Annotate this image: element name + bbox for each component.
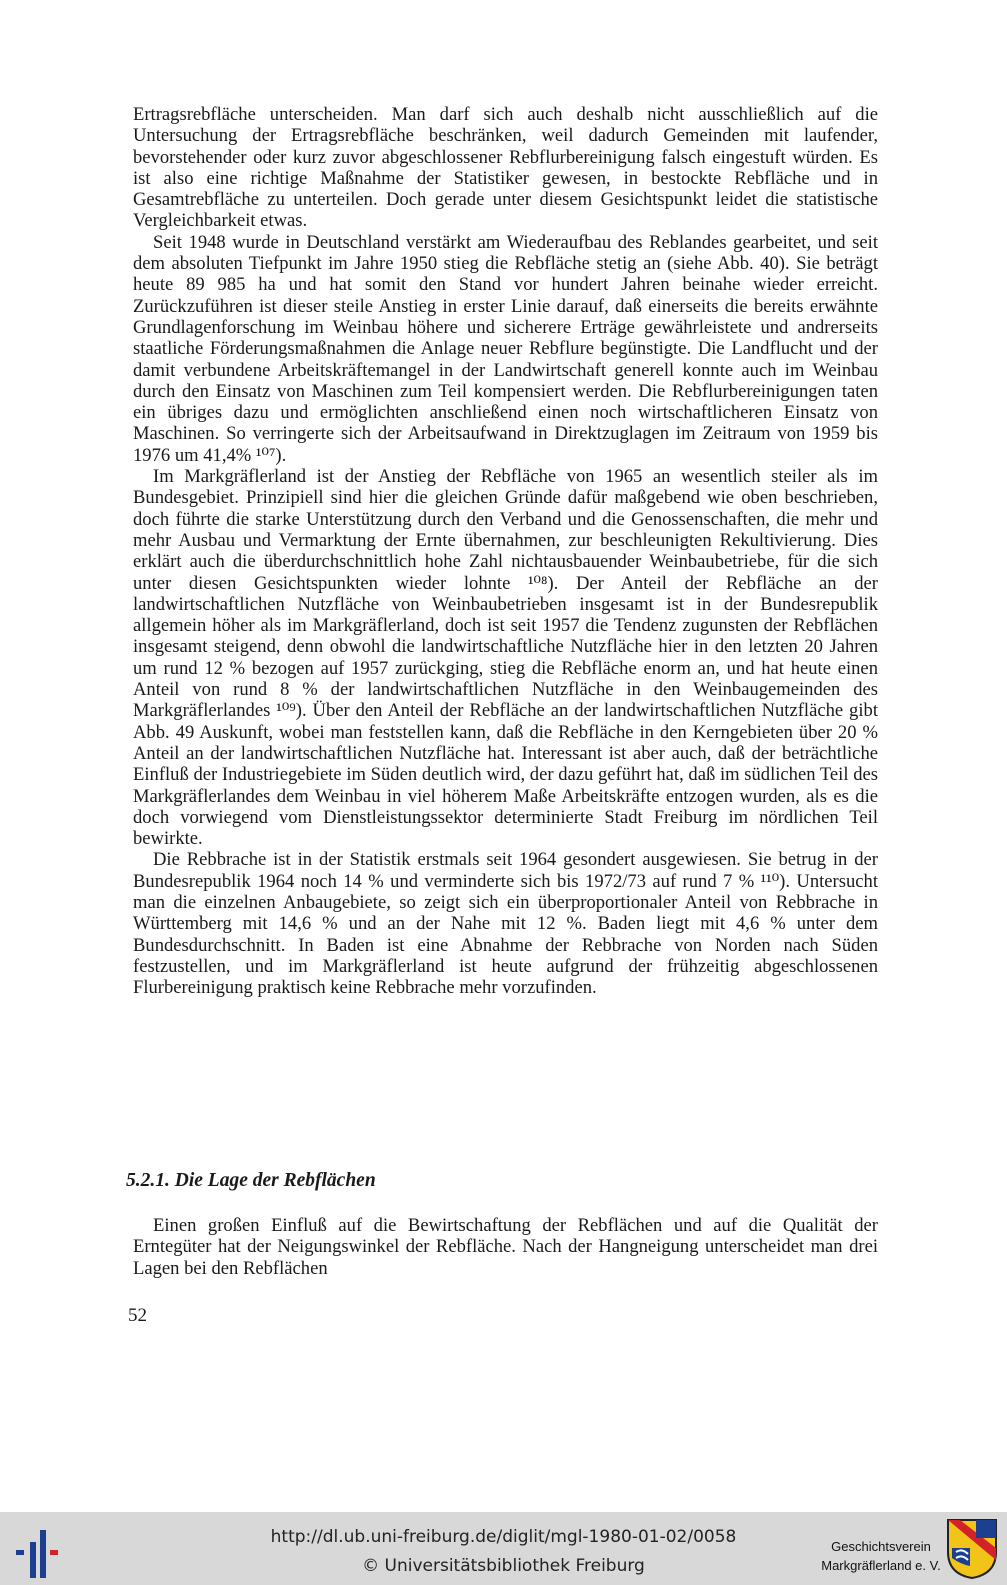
- section-heading: 5.2.1. Die Lage der Rebflächen: [126, 1170, 376, 1191]
- page-number: 52: [128, 1305, 147, 1326]
- paragraph: Seit 1948 wurde in Deutschland verstärkt am Wiederaufbau des Reblandes gearbeitet, und seit dem absoluten Tiefpunkt im Jahre 1950 stieg die Rebfläche stetig an (siehe Abb. 40). Sie beträgt heute 89 985 ha und hat somit den Stand vor hundert Jahren beinahe wieder erreicht. Zurückzuführen ist dieser steile Anstieg in erster Linie darauf, daß einerseits die bereits erwähnte Grundlagenforschung im Weinbau höhere und sicherere Erträge gewährleistete und andrerseits staatliche Förderungsmaßnahmen die Anlage neuer Rebflure begünstigte. Die Landflucht und der damit verbundene Arbeitskräftemangel in der Landwirtschaft generell konnte auch im Weinbau durch den Einsatz von Maschinen zum Teil kompensiert werden. Die Rebflurbereinigungen taten ein übriges dazu und ermöglichten anschließend einen noch wirtschaftlicheren Einsatz von Maschinen. So verringerte sich der Arbeitsaufwand in Direktzuglagen im Zeitraum von 1959 bis 1976 um 41,4% ¹⁰⁷).: [133, 231, 878, 466]
- paragraph: Die Rebbrache ist in der Statistik erstmals seit 1964 gesondert ausgewiesen. Sie betrug in der Bundesrepublik 1964 noch 14 % und verminderte sich bis 1972/73 auf rund 7 % ¹¹⁰). Untersucht man die einzelnen Anbaugebiete, so zeigt sich ein überproportionaler Anteil von Rebbrache in Württemberg mit 14,6 % und an der Nahe mit 12 %. Baden liegt mit 4,6 % unter dem Bundesdurchschnitt. In Baden ist eine Abnahme der Rebbrache von Norden nach Süden festzustellen, und im Markgräflerland ist heute aufgrund der frühzeitig abgeschlossenen Flurbereinigung praktisch keine Rebbrache mehr vorzufinden.: [133, 849, 878, 999]
- footer-copyright: © Universitätsbibliothek Freiburg: [362, 1556, 645, 1576]
- paragraph: Ertragsrebfläche unterscheiden. Man darf sich auch deshalb nicht ausschließlich auf die Untersuchung der Ertragsrebfläche beschränken, weil dadurch Gemeinden mit laufender, bevorstehender oder kurz zuvor abgeschlossener Rebflurbereinigung falsch eingestuft würden. Es ist also eine richtige Maßnahme der Statistiker gewesen, in bestockte Rebfläche und in Gesamtrebfläche zu unterteilen. Doch gerade unter diesem Gesichtspunkt leidet die statistische Vergleichbarkeit etwas.: [133, 104, 878, 232]
- footer-bar: [0, 1512, 1007, 1585]
- coat-of-arms-icon: [946, 1518, 998, 1580]
- society-name-line: Markgräflerland e. V.: [821, 1558, 941, 1573]
- main-text: [133, 104, 878, 998]
- society-name: [812, 1537, 950, 1575]
- footer-url-link[interactable]: http://dl.ub.uni-freiburg.de/diglit/mgl-1980-01-02/0058: [270, 1527, 737, 1547]
- paragraph: Im Markgräflerland ist der Anstieg der Rebfläche von 1965 an wesentlich steiler als im Bundesgebiet. Prinzipiell sind hier die gleichen Gründe dafür maßgebend wie oben beschrieben, doch führte die starke Unterstützung durch den Verband und die Genossenschaften, die mehr und mehr Ausbau und Vermarktung der Ernte übernahmen, zur beschleunigten Rekultivierung. Dies erklärt auch die überdurchschnittlich hohe Zahl nichtausbauender Weinbaubetriebe, für die sich unter diesen Gesichtspunkten wieder lohnte ¹⁰⁸). Der Anteil der Rebfläche an der landwirtschaftlichen Nutzfläche von Weinbaubetrieben insgesamt ist in der Bundesrepublik allgemein höher als im Markgräflerland, doch ist seit 1957 die Tendenz zugunsten der Rebflächen insgesamt steigend, denn obwohl die landwirtschaftliche Nutzfläche hier in den letzten 20 Jahren um rund 12 % bezogen auf 1957 zurückging, stieg die Rebfläche enorm an, und hat heute einen Anteil von rund 8 % der landwirtschaftlichen Nutzfläche in den Weinbaugemeinden des Markgräflerlandes ¹⁰⁹). Über den Anteil der Rebfläche an der landwirtschaftlichen Nutzfläche gibt Abb. 49 Auskunft, wobei man feststellen kann, daß die Rebfläche in den Kerngebieten über 20 % Anteil an der landwirtschaftlichen Nutzfläche hat. Interessant ist aber auch, daß der beträchtliche Einfluß der Industriegebiete im Süden deutlich wird, der dazu geführt hat, daß im südlichen Teil des Markgräflerlandes dem Weinbau in viel höherem Maße Arbeitskräfte entzogen wurden, als es die doch vorwiegend vom Dienstleistungssektor determinierte Stadt Freiburg im nördlichen Teil bewirkte.: [133, 466, 878, 850]
- society-name-line: Geschichtsverein: [831, 1539, 931, 1554]
- section-body: [133, 1215, 878, 1279]
- paragraph: Einen großen Einfluß auf die Bewirtschaftung der Rebflächen und auf die Qualität der Erntegüter hat der Neigungswinkel der Rebfläche. Nach der Hangneigung unterscheidet man drei Lagen bei den Rebflächen: [133, 1215, 878, 1279]
